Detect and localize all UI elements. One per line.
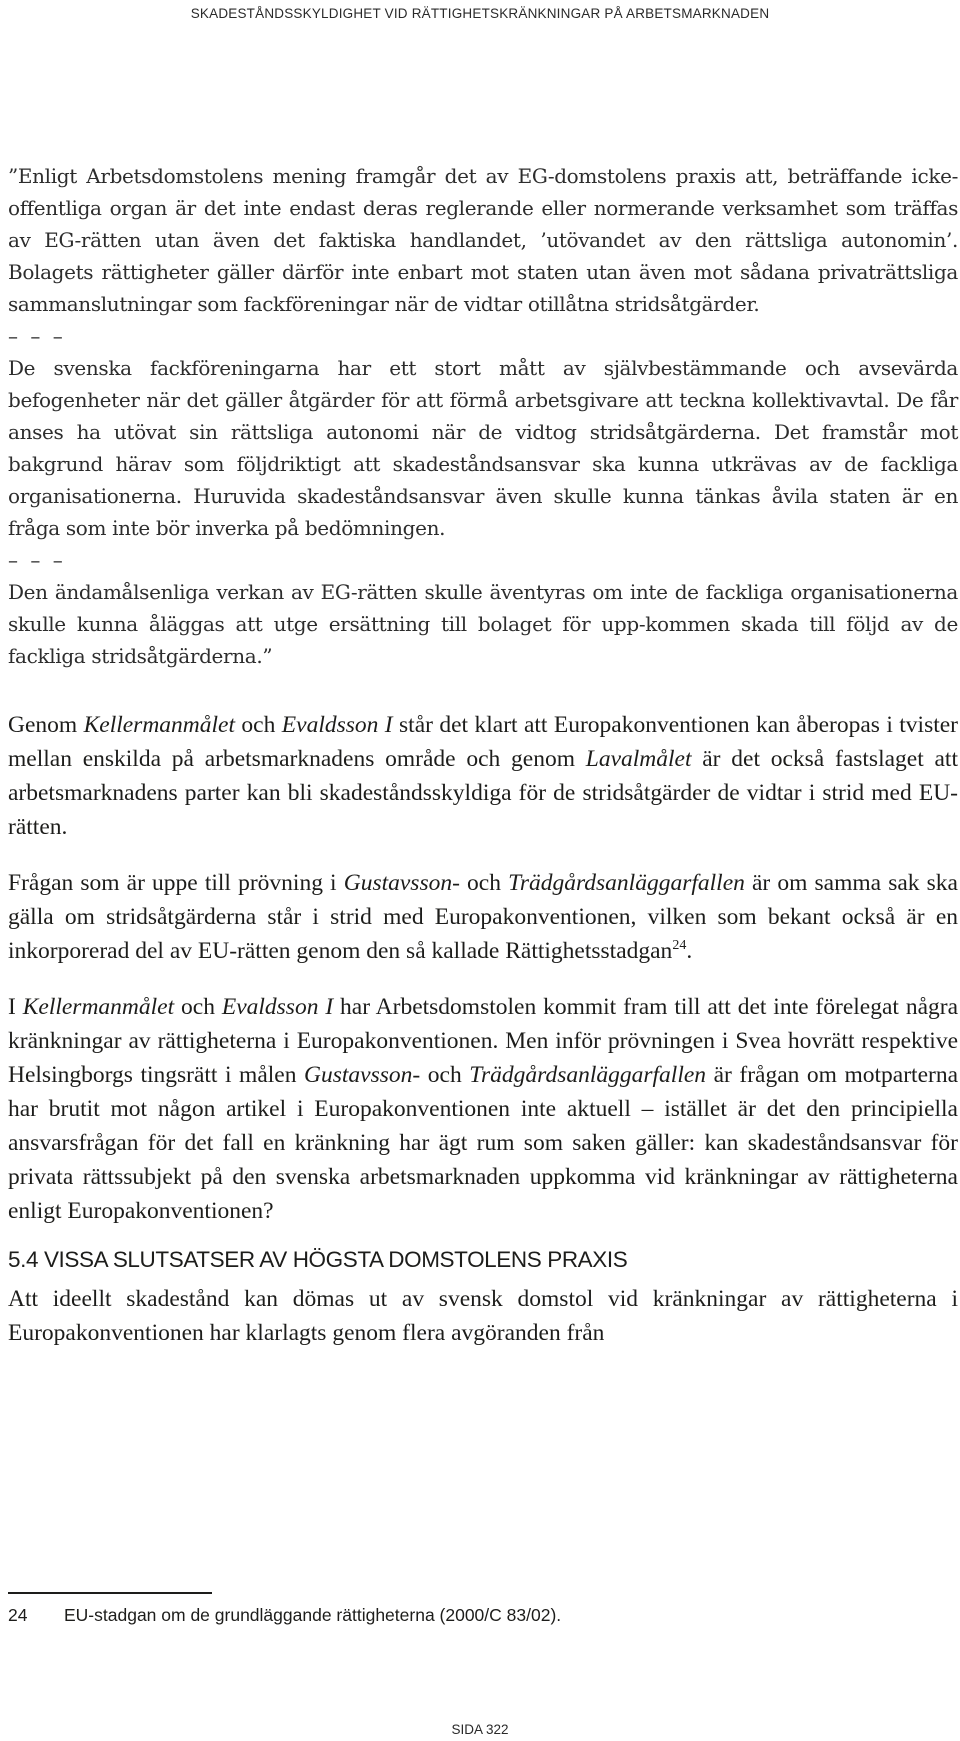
- text-run: är det också fastslaget att arbetsmarknadens parter kan bli skadeståndsskyldiga för de stridsåtgärder de vidtar i strid med EU-rätten.: [8, 746, 958, 840]
- page-body: [8, 160, 958, 1350]
- page-number: SIDA 322: [451, 1722, 509, 1737]
- text-run: har Arbetsdomstolen kommit fram till att det inte förelegat några kränkningar av rättigheterna i Europakonventionen. Men inför prövningen i Svea hovrätt respektive Helsingborgs tingsrätt i målen: [8, 994, 959, 1088]
- footnote: [8, 1602, 958, 1628]
- case-name: Kellermanmålet: [83, 712, 236, 738]
- case-name: Trädgårdsanläggarfallen: [469, 1062, 707, 1088]
- running-head: SKADESTÅNDSSKYLDIGHET VID RÄTTIGHETSKRÄNKNINGAR PÅ ARBETSMARKNADEN: [190, 6, 770, 21]
- case-name: Lavalmålet: [585, 746, 692, 772]
- case-name: Evaldsson I: [221, 994, 334, 1020]
- quote-separator-1: – – –: [8, 324, 66, 348]
- section-title: VISSA SLUTSATSER AV HÖGSTA DOMSTOLENS PRAXIS: [43, 1247, 628, 1272]
- block-quote: [8, 160, 958, 672]
- text-run: Frågan som är uppe till prövning i: [8, 870, 344, 896]
- case-name: Gustavsson-: [343, 870, 460, 896]
- section-number: 5.4: [8, 1247, 39, 1272]
- quote-paragraph-3: Den ändamålsenliga verkan av EG-rätten skulle äventyras om inte de fackliga organisationerna skulle kunna åläggas att utge ersättning till bolaget för upp-kommen skada till följd av de fackliga stridsåtgärderna.”: [8, 580, 958, 668]
- text-run: och: [235, 712, 282, 738]
- quote-paragraph-2: De svenska fackföreningarna har ett stort mått av självbestämmande och avsevärda befogenheter när det gäller åtgärder för att förmå arbetsgivare att teckna kollektivavtal. De får anses ha utövat sin rättsliga autonomi när de vidtog stridsåtgärderna. Det framstår mot bakgrund härav som följdriktigt att skadeståndsansvar ska kunna utkrävas av de fackliga organisationerna. Huruvida skadeståndsansvar även skulle kunna tänkas åvila staten är en fråga som inte bör inverka på bedömningen.: [8, 356, 958, 540]
- text-run: står det klart att Europakonventionen kan åberopas i tvister mellan enskilda på arbetsmarknadens område och genom: [8, 712, 958, 772]
- text-run: .: [686, 938, 693, 964]
- case-name: Kellermanmålet: [22, 994, 175, 1020]
- case-name: Evaldsson I: [281, 712, 393, 738]
- text-run: är frågan om motparterna har brutit mot någon artikel i Europakonventionen inte aktuell – istället är det den principiella ansvarsfrågan för det fall en kränkning har ägt rum som saken gäller: kan skadeståndsansvar för privata rättssubjekt på den svenska arbetsmarknaden uppkomma vid kränkningar av rättigheterna enligt Europakonventionen?: [8, 1062, 959, 1224]
- quote-paragraph-1: ”Enligt Arbetsdomstolens mening framgår det av EG-domstolens praxis att, beträffande icke-offentliga organ är det inte endast deras reglerande eller normerande verksamhet som träffas av EG-rätten utan även det faktiska handlandet, ’utövandet av den rättsliga autonomin’. Bolagets rättigheter gäller därför inte enbart mot staten utan även mot sådana privaträttsliga sammanslutningar som fackföreningar när de vidtar otillåtna stridsåtgärder.: [8, 164, 958, 316]
- case-name: Gustavsson-: [304, 1062, 421, 1088]
- paragraph-3: [8, 990, 958, 1228]
- paragraph-2: [8, 866, 958, 968]
- section-heading: [8, 1244, 958, 1276]
- text-run: är om samma sak ska gälla om stridsåtgärderna står i strid med Europakonventionen, vilken som bekant också är en inkorporerad del av EU-rätten genom den så kallade Rättighetsstadgan: [8, 870, 958, 964]
- text-run: I: [8, 994, 23, 1020]
- text-run: och: [459, 870, 509, 896]
- footnote-text: EU-stadgan om de grundläggande rättigheterna (2000/C 83/02).: [64, 1605, 562, 1625]
- text-run: och: [174, 994, 222, 1020]
- text-run: och: [420, 1062, 470, 1088]
- quote-separator-2: – – –: [8, 548, 66, 572]
- main-text: [8, 708, 958, 1350]
- footnote-divider: [8, 1592, 212, 1594]
- paragraph-1: [8, 708, 958, 844]
- footnote-number: 24: [8, 1605, 28, 1625]
- paragraph-4: Att ideellt skadestånd kan dömas ut av svensk domstol vid kränkningar av rättigheterna i Europakonventionen har klarlagts genom flera avgöranden från: [8, 1286, 958, 1346]
- text-run: Genom: [8, 712, 84, 738]
- footnote-reference[interactable]: 24: [672, 938, 687, 953]
- case-name: Trädgårdsanläggarfallen: [508, 870, 745, 896]
